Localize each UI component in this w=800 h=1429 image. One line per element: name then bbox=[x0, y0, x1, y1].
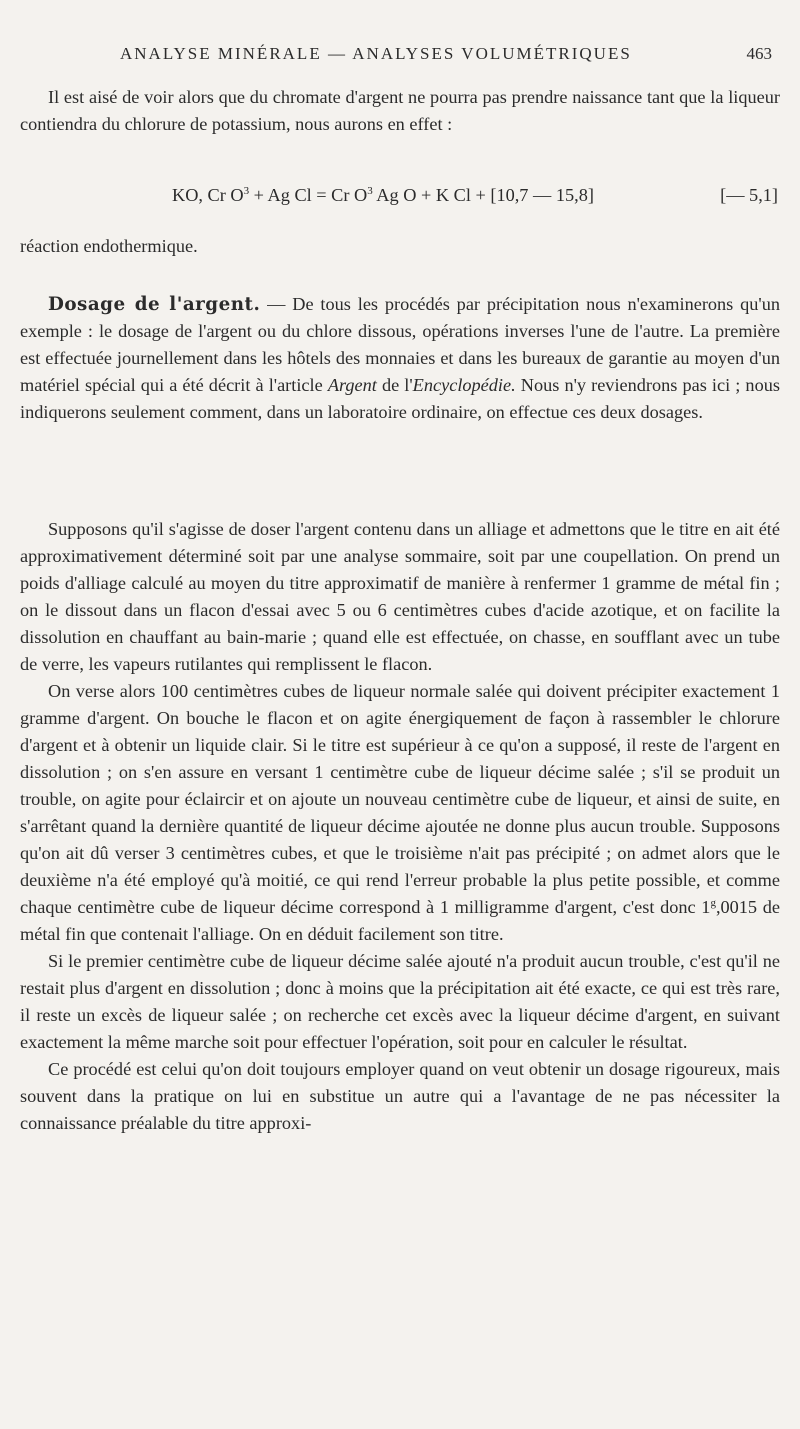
equation-part-1: KO, Cr O bbox=[172, 185, 244, 205]
equation-line bbox=[20, 185, 780, 213]
equation-sup-2: 3 bbox=[367, 184, 373, 197]
gram-superscript: g bbox=[710, 896, 716, 909]
reaction-text: réaction endothermique. bbox=[20, 236, 198, 256]
dosage-paragraph bbox=[20, 291, 780, 426]
running-title: ANALYSE MINÉRALE — ANALYSES VOLUMÉTRIQUES bbox=[120, 44, 632, 63]
equation-sup-1: 3 bbox=[243, 184, 250, 197]
equation-part-2: + Ag Cl = Cr O bbox=[249, 185, 368, 205]
dosage-text-a: — De tous les procédés par précipitation nous n'examinerons qu'un exemple : le dosage de l'argent ou du chlore dissous, opérations inverses l'une de l'autre. La première est effectuée journellement dans les hôtels des monnaies et dans les bureaux de garantie au moyen d'un matériel spécial qui a été décrit à l'article bbox=[20, 294, 780, 395]
running-header bbox=[20, 44, 780, 70]
italic-encyclopedie: Encyclopédie. bbox=[412, 375, 516, 395]
section-heading: Dosage de l'argent. bbox=[48, 294, 261, 315]
page-number: 463 bbox=[746, 44, 772, 63]
equation-part-3: Ag O + K Cl + [10,7 — 15,8] bbox=[372, 185, 594, 205]
italic-argent: Argent bbox=[327, 375, 377, 395]
body-paragraphs bbox=[20, 516, 780, 1137]
intro-paragraph bbox=[20, 84, 780, 138]
reaction-note bbox=[20, 233, 780, 260]
section-dosage-argent bbox=[20, 291, 780, 426]
paragraph-2-a: On verse alors 100 centimètres cubes de liqueur normale salée qui doivent précipiter exactement 1 gramme d'argent. On bouche le flacon et on agite énergiquement de façon à rassembler le chlorure d'argent et à obtenir un liquide clair. Si le titre est supérieur à ce qu'on a supposé, il reste de l'argent en dissolution ; on s'en assure en versant 1 centimètre cube de liqueur décime salée ; s'il se produit un trouble, on agite pour éclaircir et on ajoute un nouveau centimètre cube de liqueur, et ainsi de suite, en s'arrêtant quand la dernière quantité de liqueur décime ajoutée ne donne plus aucun trouble. Supposons qu'on ait dû verser 3 centimètres cubes, et que le troisième n'ait pas précipité ; on admet alors que le deuxième n'a été employé qu'à moitié, ce qui rend l'erreur probable la plus petite possible, et comme chaque centimètre cube de liqueur décime correspond à 1 milligramme d'argent, c'est donc 1 bbox=[20, 681, 780, 917]
paragraph-1: Supposons qu'il s'agisse de doser l'argent contenu dans un alliage et admettons que le titre en ait été approximativement déterminé soit par une analyse sommaire, soit par une coupellation. On prend un poids d'alliage calculé au moyen du titre approximatif de manière à renfermer 1 gramme de métal fin ; on le dissout dans un flacon d'essai avec 5 ou 6 centimètres cubes d'acide azotique, et on facilite la dissolution en chauffant au bain-marie ; quand elle est effectuée, on chasse, en soufflant avec un tube de verre, les vapeurs rutilantes qui remplissent le flacon. bbox=[20, 519, 780, 674]
equation-heat-value: [— 5,1] bbox=[720, 185, 778, 205]
dosage-text-b: de l' bbox=[376, 375, 413, 395]
intro-text: Il est aisé de voir alors que du chromate d'argent ne pourra pas prendre naissance tant que la liqueur contiendra du chlorure de potassium, nous aurons en effet : bbox=[20, 87, 780, 134]
paragraph-3: Si le premier centimètre cube de liqueur décime salée ajouté n'a produit aucun trouble, c'est qu'il ne restait plus d'argent en dissolution ; donc à moins que la précipitation ait été exacte, ce qui est très rare, il reste un excès de liqueur salée ; on recherche cet excès avec la liqueur décime d'argent, en suivant exactement la même marche soit pour effectuer l'opération, soit pour en calculer le résultat. bbox=[20, 951, 780, 1052]
paragraph-2-b: ,0015 de métal fin que contenait l'alliage. On en déduit facilement son titre. bbox=[20, 897, 780, 944]
chemical-equation bbox=[172, 185, 594, 206]
dosage-text-c: Nous n'y reviendrons pas ici ; nous indiquerons seulement comment, dans un laboratoire ordinaire, on effectue ces deux dosages. bbox=[20, 375, 780, 422]
paragraph-2 bbox=[20, 678, 780, 948]
paragraph-4: Ce procédé est celui qu'on doit toujours employer quand on veut obtenir un dosage rigoureux, mais souvent dans la pratique on lui en substitue un autre qui a l'avantage de ne pas nécessiter la connaissance préalable du titre approxi- bbox=[20, 1059, 780, 1133]
